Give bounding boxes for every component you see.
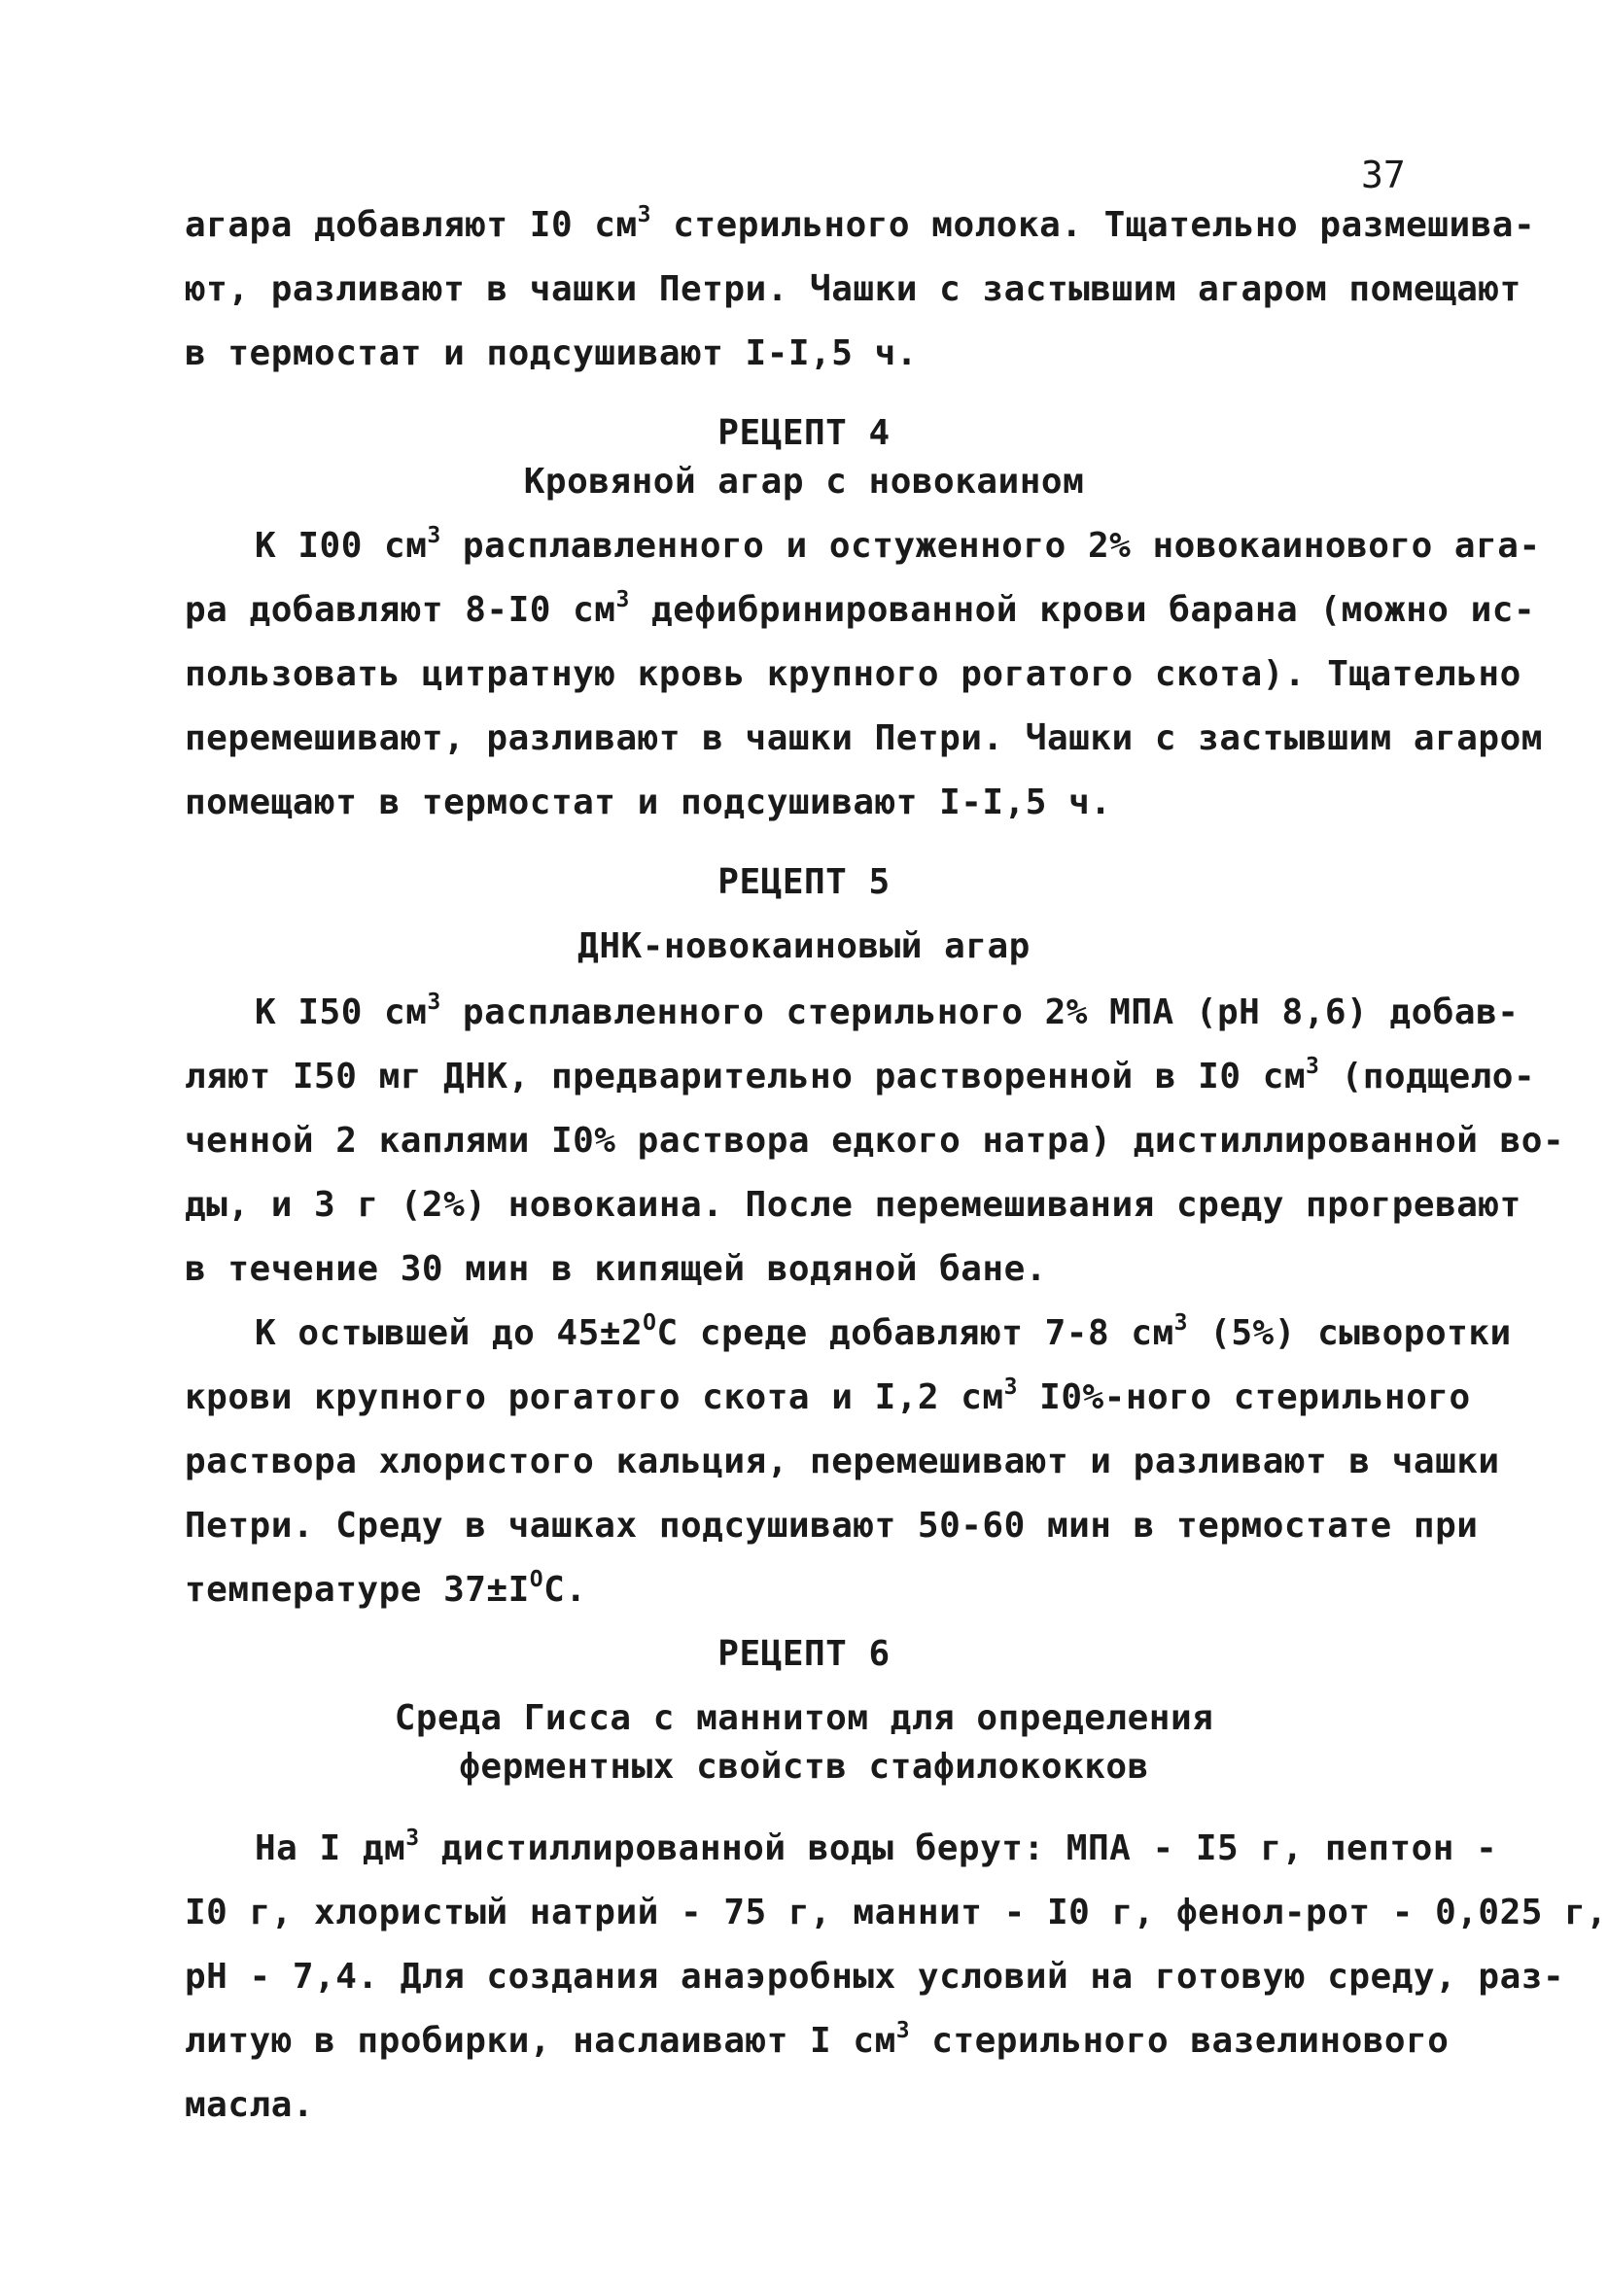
text-line: раствора хлористого кальция, перемешивают и разливают в чашки bbox=[185, 1442, 1500, 1481]
text-line: На I $дм^3$ дистиллированной воды берут: МПА - I5 г, пептон - bbox=[255, 1826, 1498, 1868]
text-line: в термостат и подсушивают I-I,5 ч. bbox=[185, 333, 918, 373]
text-line: Петри. Среду в чашках подсушивают 50-60 мин в термостате при bbox=[185, 1506, 1479, 1546]
text-line: I0 г, хлористый натрий - 75 г, маннит - I0 г, фенол-рот - 0,025 г, bbox=[185, 1893, 1608, 1932]
text-line: температуре $37\pm I^ОС$. bbox=[185, 1567, 587, 1610]
recipe-title: Кровяной агар с новокаином bbox=[523, 462, 1085, 502]
text-line: крови крупного рогатого скота и I,2 $см^3$ I0%-ного стерильного bbox=[185, 1374, 1471, 1417]
text-line: литую в пробирки, наслаивают I $см^3$ стерильного вазелинового bbox=[185, 2018, 1450, 2061]
text-line: ды, и 3 г (2%) новокаина. После перемешивания среду прогревают bbox=[185, 1185, 1521, 1225]
text-line: масла. bbox=[185, 2085, 315, 2125]
recipe-heading: РЕЦЕПТ 6 bbox=[717, 1634, 891, 1674]
recipe-heading: РЕЦЕПТ 5 bbox=[717, 862, 891, 902]
text-line: ра добавляют 8-I0 $см^3$ дефибринированной крови барана (можно ис- bbox=[185, 587, 1536, 630]
text-line: К I00 $см^3$ расплавленного и остуженного 2% новокаинового ага- bbox=[255, 523, 1541, 566]
text-line: рН - 7,4. Для создания анаэробных условий на готовую среду, раз- bbox=[185, 1957, 1565, 1997]
recipe-title: ДНК-новокаиновый агар bbox=[577, 926, 1031, 966]
page-number: 37 bbox=[1361, 154, 1406, 196]
text-line: ют, разливают в чашки Петри. Чашки с застывшим агаром помещают bbox=[185, 269, 1521, 309]
text-line: К остывшей до $45\pm 2^ОС$ среде добавляют 7-8 $см^3$ (5%) сыворотки bbox=[255, 1310, 1512, 1353]
text-line: агара добавляют I0 $см^3$ стерильного молока. Тщательно размешива- bbox=[185, 202, 1536, 245]
recipe-title: ферментных свойств стафилококков bbox=[459, 1747, 1149, 1787]
text-line: в течение 30 мин в кипящей водяной бане. bbox=[185, 1249, 1047, 1289]
recipe-title: Среда Гисса с маннитом для определения bbox=[394, 1698, 1214, 1738]
text-line: К I50 $см^3$ расплавленного стерильного 2% МПА (рН 8,6) добав- bbox=[255, 990, 1520, 1032]
text-line: ляют I50 мг ДНК, предварительно растворенной в I0 $см^3$ (подщело- bbox=[185, 1054, 1536, 1096]
text-line: ченной 2 каплями I0% раствора едкого натра) дистиллированной во- bbox=[185, 1121, 1565, 1161]
text-line: помещают в термостат и подсушивают I-I,5 ч. bbox=[185, 783, 1112, 822]
text-line: пользовать цитратную кровь крупного рогатого скота). Тщательно bbox=[185, 654, 1521, 694]
recipe-heading: РЕЦЕПТ 4 bbox=[717, 413, 891, 453]
text-line: перемешивают, разливают в чашки Петри. Чашки с застывшим агаром bbox=[185, 718, 1543, 758]
